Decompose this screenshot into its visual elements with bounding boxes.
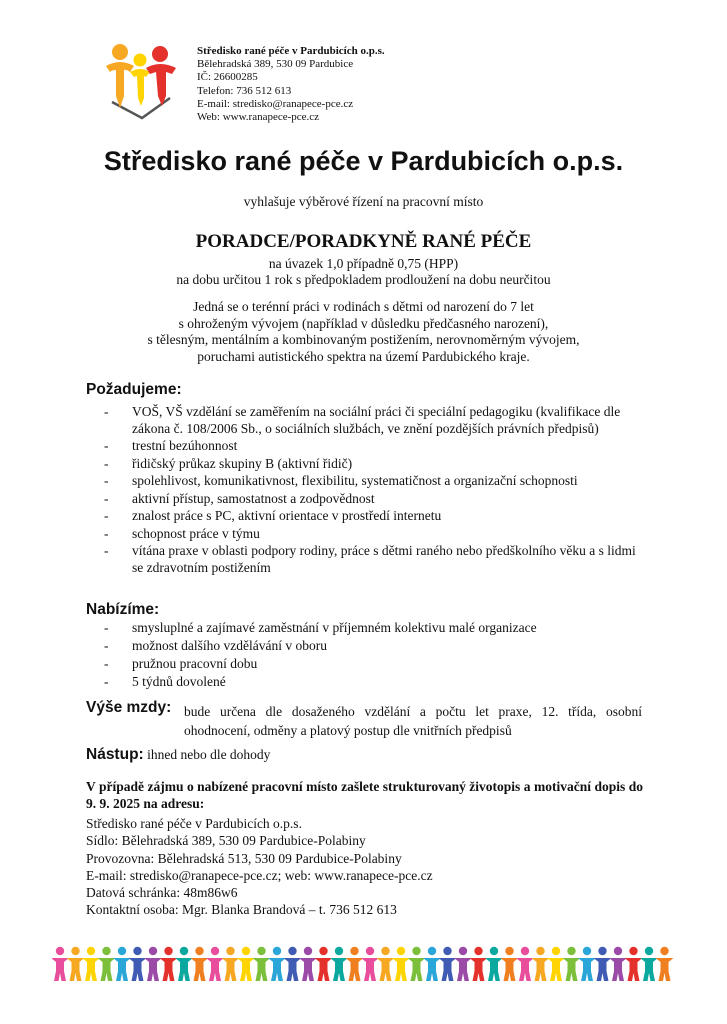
child-figure-icon xyxy=(547,947,565,981)
job-description xyxy=(0,299,727,365)
child-figure-icon xyxy=(532,947,550,981)
contact-line: Datová schránka: 48m86w6 xyxy=(86,885,238,901)
header-email: E-mail: stredisko@ranapece-pce.cz xyxy=(197,97,354,110)
page-title: Středisko rané péče v Pardubicích o.p.s. xyxy=(103,146,624,176)
child-figure-icon xyxy=(377,947,395,981)
child-figure-icon xyxy=(470,947,488,981)
child-figure-icon xyxy=(222,947,240,981)
description-line: Jedná se o terénní práci v rodinách s dětmi od narození do 7 let xyxy=(193,299,534,314)
child-figure-icon xyxy=(268,947,286,981)
contact-line: E-mail: stredisko@ranapece-pce.cz; web: www.ranapece-pce.cz xyxy=(86,867,433,883)
child-figure-icon xyxy=(113,947,131,981)
family-logo-icon xyxy=(100,40,182,120)
start-row xyxy=(86,746,270,764)
child-figure-icon xyxy=(408,947,426,981)
child-figure-icon xyxy=(609,947,627,981)
term-line: na úvazek 1,0 případně 0,75 (HPP) xyxy=(268,256,459,271)
list-item: - VOŠ, VŠ vzdělání se zaměřením na sociální práci či speciální pedagogiku (kvalifikace dle zákona č. 108/2006 Sb., o sociálních službách, ve znění pozdějších právních předpisů) xyxy=(104,404,644,437)
contact-line: Provozovna: Bělehradská 513, 530 09 Pardubice-Polabiny xyxy=(86,850,402,866)
offer-heading: Nabízíme: xyxy=(86,601,160,618)
header-address: Bělehradská 389, 530 09 Pardubice xyxy=(197,58,354,71)
requirements-heading: Požadujeme: xyxy=(86,381,182,398)
child-figure-icon xyxy=(299,947,317,981)
child-figure-icon xyxy=(439,947,457,981)
child-figure-icon xyxy=(454,947,472,981)
list-item: - smysluplné a zajímavé zaměstnání v příjemném kolektivu malé organizace xyxy=(104,620,624,637)
child-figure-icon xyxy=(315,947,333,981)
child-figure-icon xyxy=(346,947,364,981)
child-figure-icon xyxy=(330,947,348,981)
job-title: PORADCE/PORADKYNĚ RANÉ PÉČE xyxy=(195,231,532,252)
list-item: - řidičský průkaz skupiny B (aktivní řidič) xyxy=(104,456,644,473)
child-figure-icon xyxy=(191,947,209,981)
child-figure-icon xyxy=(160,947,178,981)
child-figure-icon xyxy=(98,947,116,981)
salary-text: bude určena dle dosaženého vzdělání a počtu let praxe, 12. třída, osobní ohodnocení, odměny a platový postup dle vnitřních předpisů xyxy=(184,704,642,738)
header-ico: IČ: 26600285 xyxy=(197,71,258,84)
contact-line: Sídlo: Bělehradská 389, 530 09 Pardubice-Polabiny xyxy=(86,833,366,849)
child-figure-icon xyxy=(67,947,85,981)
child-figure-icon xyxy=(578,947,596,981)
child-figure-icon xyxy=(501,947,519,981)
term-line: na dobu určitou 1 rok s předpokladem prodloužení na dobu neurčitou xyxy=(176,272,551,287)
child-figure-icon xyxy=(485,947,503,981)
list-item: - spolehlivost, komunikativnost, flexibilitu, systematičnost a organizační schopnosti xyxy=(104,473,644,490)
header-org-name: Středisko rané péče v Pardubicích o.p.s. xyxy=(197,45,385,57)
list-item: - trestní bezúhonnost xyxy=(104,438,644,455)
description-line: s tělesným, mentálním a kombinovaným postižením, nerovnoměrným vývojem, xyxy=(147,332,580,347)
child-figure-icon xyxy=(129,947,147,981)
contact-line: Středisko rané péče v Pardubicích o.p.s. xyxy=(86,816,302,831)
children-chain-icon xyxy=(52,946,677,982)
child-figure-icon xyxy=(82,947,100,981)
announcement: vyhlašuje výběrové řízení na pracovní místo xyxy=(243,194,484,209)
child-figure-icon xyxy=(640,947,658,981)
start-text: ihned nebo dle dohody xyxy=(147,747,271,762)
application-instructions: V případě zájmu o nabízené pracovní místo zašlete strukturovaný životopis a motivační dopis do 9. 9. 2025 na adresu: xyxy=(86,779,643,811)
list-item: - vítána praxe v oblasti podpory rodiny, práce s dětmi raného nebo předškolního věku a s lidmi se zdravotním postižením xyxy=(104,543,644,576)
child-figure-icon xyxy=(52,947,69,981)
child-figure-icon xyxy=(237,947,255,981)
start-label: Nástup: xyxy=(86,746,144,763)
child-figure-icon xyxy=(423,947,441,981)
requirements-list xyxy=(104,404,644,577)
header-phone: Telefon: 736 512 613 xyxy=(197,84,292,97)
child-figure-icon xyxy=(656,947,674,981)
salary-label: Výše mzdy: xyxy=(86,699,172,716)
child-figure-icon xyxy=(392,947,410,981)
contact-address xyxy=(86,815,433,919)
offer-list xyxy=(104,620,624,692)
child-figure-icon xyxy=(594,947,612,981)
child-figure-icon xyxy=(516,947,534,981)
child-figure-icon xyxy=(361,947,379,981)
list-item: - 5 týdnů dovolené xyxy=(104,674,624,691)
list-item: - schopnost práce v týmu xyxy=(104,526,644,543)
job-terms xyxy=(0,256,727,288)
list-item: - možnost dalšího vzdělávání v oboru xyxy=(104,638,624,655)
child-figure-icon xyxy=(175,947,193,981)
list-item: - aktivní přístup, samostatnost a zodpovědnost xyxy=(104,491,644,508)
description-line: s ohroženým vývojem (například v důsledku předčasného narození), xyxy=(178,315,549,331)
child-figure-icon xyxy=(206,947,224,981)
contact-line: Kontaktní osoba: Mgr. Blanka Brandová – t. 736 512 613 xyxy=(86,902,397,918)
header-web: Web: www.ranapece-pce.cz xyxy=(197,111,320,124)
description-line: poruchami autistického spektra na území Pardubického kraje. xyxy=(197,348,530,364)
list-item: - znalost práce s PC, aktivní orientace v prostředí internetu xyxy=(104,508,644,525)
list-item: - pružnou pracovní dobu xyxy=(104,656,624,673)
child-figure-icon xyxy=(625,947,643,981)
child-figure-icon xyxy=(284,947,302,981)
child-figure-icon xyxy=(144,947,162,981)
child-figure-icon xyxy=(563,947,581,981)
child-figure-icon xyxy=(253,947,271,981)
header-contact xyxy=(197,45,385,124)
